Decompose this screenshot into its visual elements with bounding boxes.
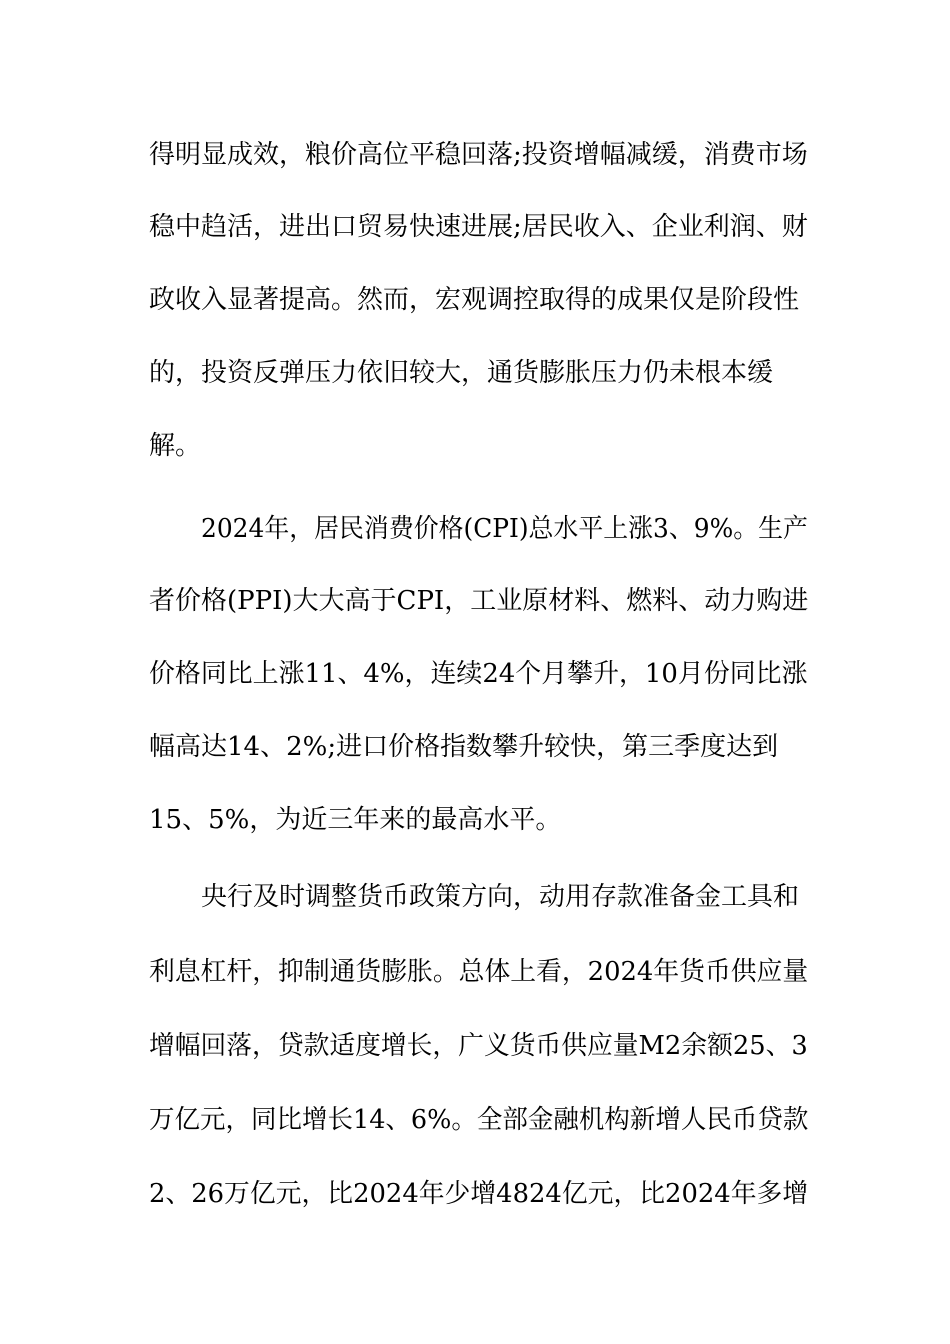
paragraph-3-line-1: 央行及时调整货币政策方向，动用存款准备金工具和 [201, 882, 800, 912]
paragraph-1-line-2: 稳中趋活，进出口贸易快速进展;居民收入、企业利润、财 [149, 212, 808, 242]
paragraph-2-line-1: 2024年，居民消费价格(CPI)总水平上涨3、9%。生产 [201, 514, 808, 544]
paragraph-1-line-3: 政收入显著提高。然而，宏观调控取得的成果仅是阶段性 [149, 285, 800, 315]
paragraph-3-line-5: 2、26万亿元，比2024年少增4824亿元，比2024年多增 [149, 1179, 809, 1209]
paragraph-2-line-3: 价格同比上涨11、4%，连续24个月攀升，10月份同比涨 [149, 659, 808, 689]
paragraph-3-line-3: 增幅回落，贷款适度增长，广义货币供应量M2余额25、3 [149, 1031, 808, 1061]
paragraph-2-line-4: 幅高达14、2%;进口价格指数攀升较快，第三季度达到 [149, 732, 779, 762]
paragraph-1-line-1: 得明显成效，粮价高位平稳回落;投资增幅减缓，消费市场 [149, 140, 808, 170]
paragraph-3-line-2: 利息杠杆，抑制通货膨胀。总体上看，2024年货币供应量 [149, 957, 809, 987]
paragraph-3-line-4: 万亿元，同比增长14、6%。全部金融机构新增人民币贷款 [149, 1105, 809, 1135]
paragraph-2-line-5: 15、5%，为近三年来的最高水平。 [149, 805, 562, 835]
paragraph-1-line-4: 的，投资反弹压力依旧较大，通货膨胀压力仍未根本缓 [149, 358, 774, 388]
paragraph-2-line-2: 者价格(PPI)大大高于CPI，工业原材料、燃料、动力购进 [149, 586, 809, 616]
paragraph-1-line-5: 解。 [149, 431, 202, 461]
